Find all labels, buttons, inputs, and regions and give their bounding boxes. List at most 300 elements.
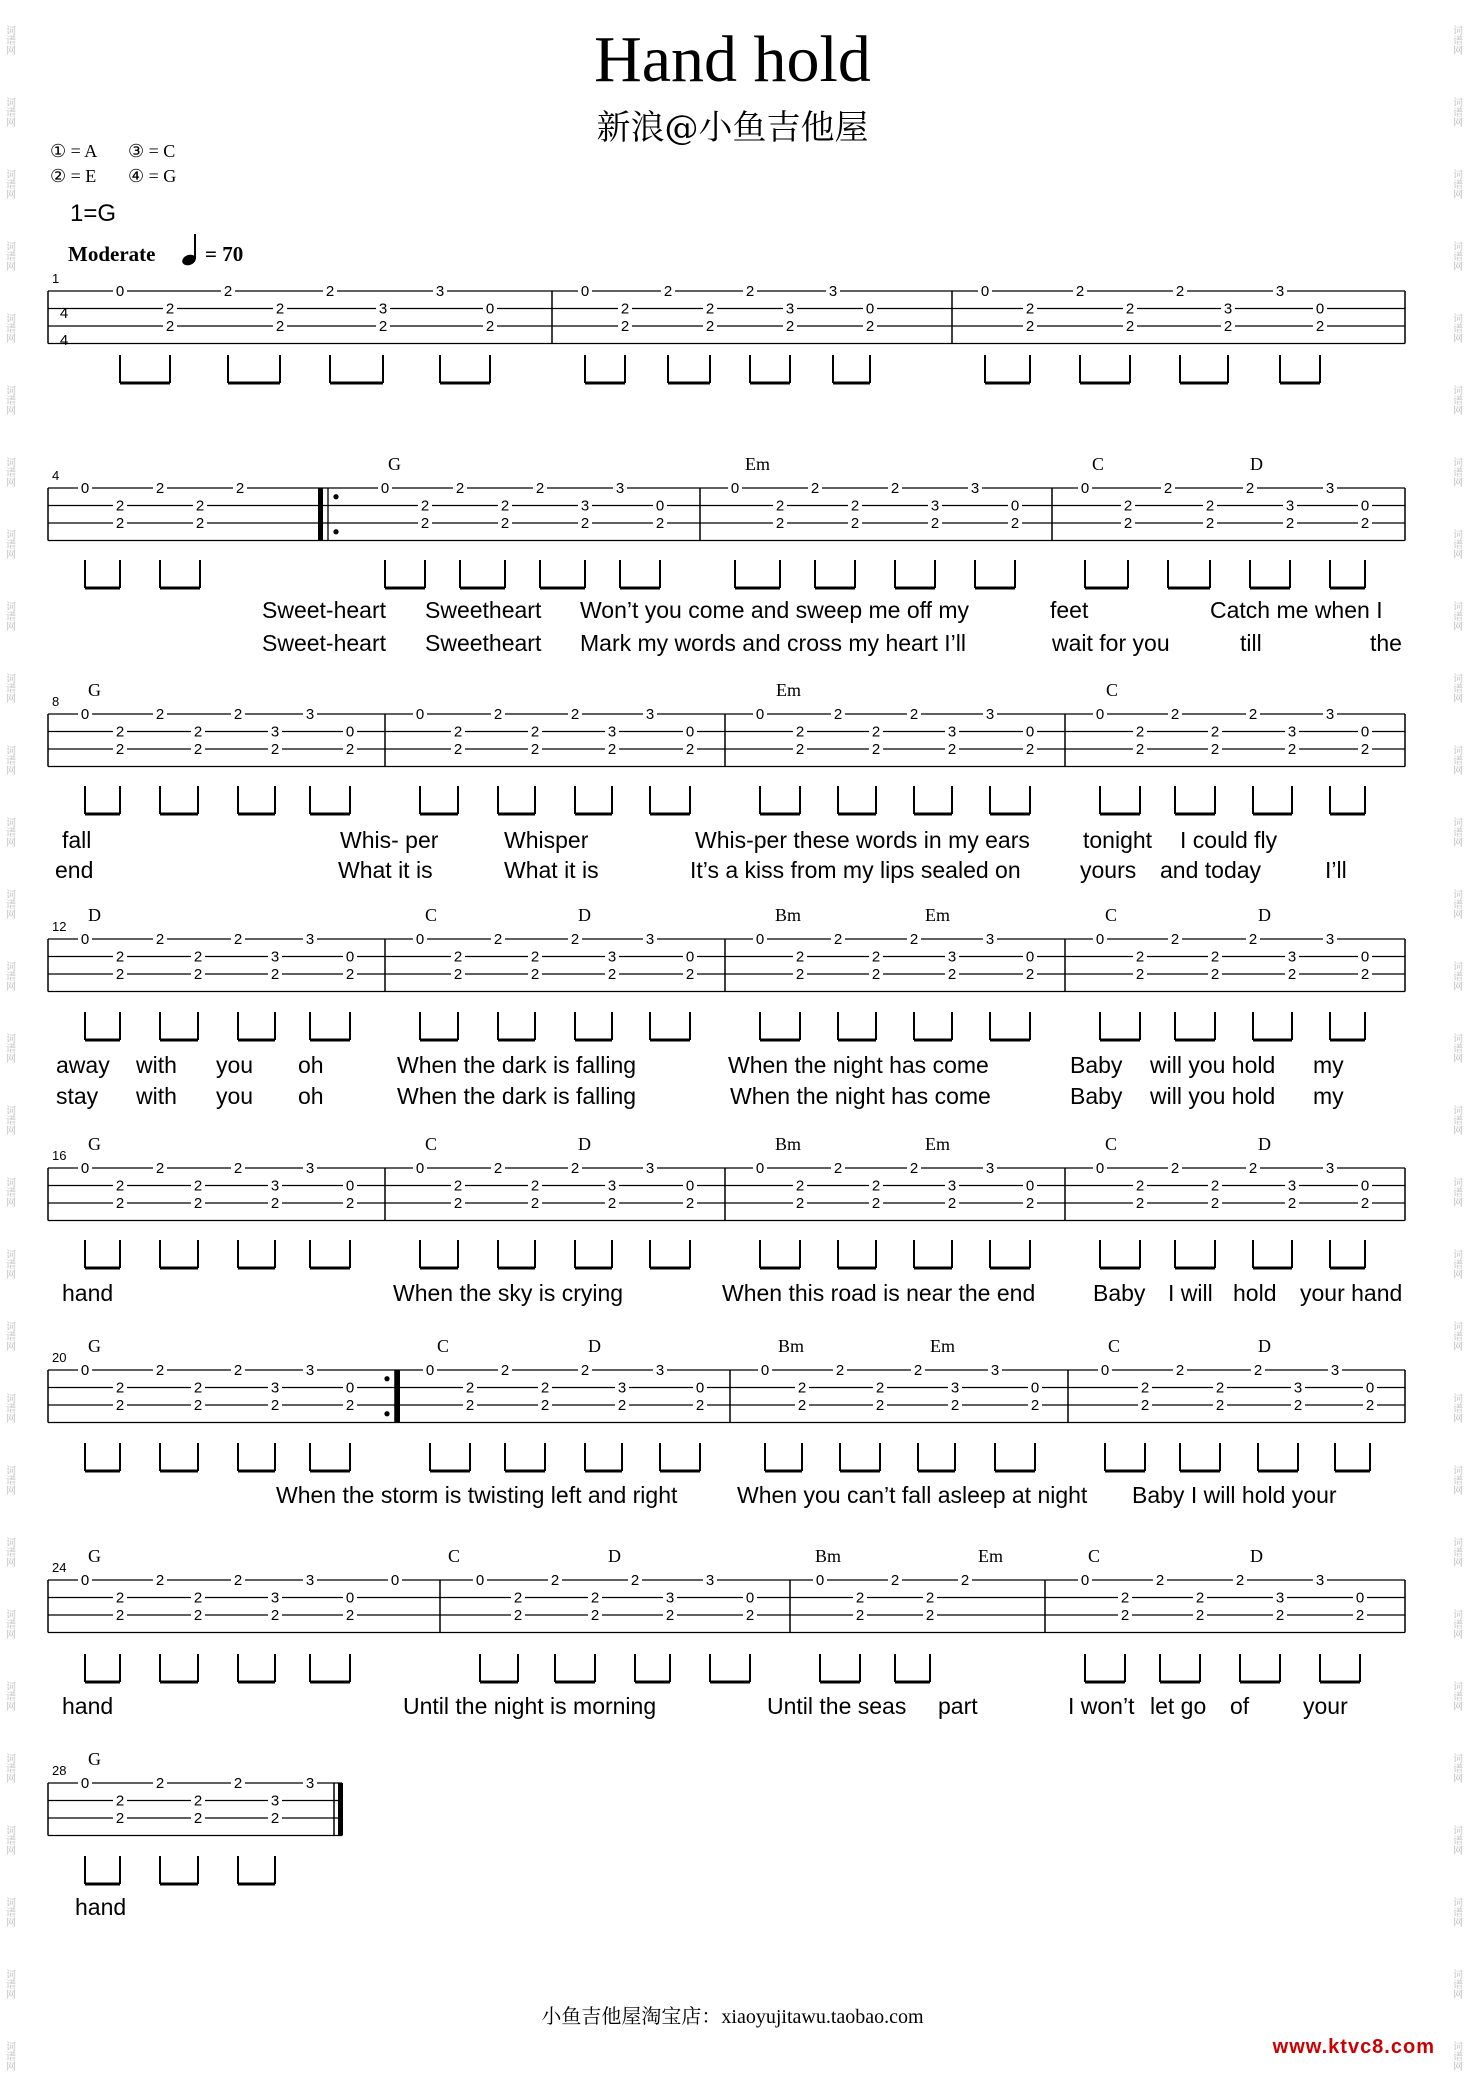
fret-number: 3 (645, 931, 655, 948)
fret-number: 2 (947, 1195, 957, 1212)
fret-number: 2 (233, 1362, 243, 1379)
fret-number: 2 (1287, 1195, 1297, 1212)
watermark-glyph: 词谱网 (1450, 1465, 1462, 1495)
lyric-line-2: oh (298, 1083, 324, 1109)
fret-number: 2 (1025, 741, 1035, 758)
repeat-end-barline (395, 1370, 400, 1423)
watermark-glyph: 词谱网 (1450, 1321, 1462, 1351)
lyric-line-1: I could fly (1180, 827, 1278, 853)
fret-number: 2 (795, 1195, 805, 1212)
fret-number: 0 (80, 1160, 90, 1177)
fret-number: 2 (540, 1379, 550, 1397)
measure-number: 4 (52, 468, 60, 483)
fret-number: 0 (1315, 300, 1325, 318)
fret-number: 2 (193, 1589, 203, 1607)
fret-number: 3 (305, 1160, 315, 1177)
fret-number: 2 (233, 1572, 243, 1589)
watermark-glyph: 词谱网 (1450, 1033, 1462, 1063)
fret-number: 3 (270, 1379, 280, 1397)
lyric-line-2: with (136, 1083, 177, 1109)
fret-number: 2 (270, 1607, 280, 1624)
fret-number: 2 (797, 1379, 807, 1397)
measure-number: 20 (52, 1350, 67, 1365)
fret-number: 2 (420, 515, 430, 532)
lyric-line-1: hand (62, 1693, 114, 1719)
fret-number: 2 (500, 515, 510, 532)
fret-number: 2 (155, 1362, 165, 1379)
fret-number: 2 (1287, 966, 1297, 983)
time-signature-bottom: 4 (59, 332, 69, 349)
fret-number: 3 (305, 706, 315, 723)
measure-number: 1 (52, 271, 60, 286)
fret-number: 3 (947, 1177, 957, 1195)
fret-number: 2 (235, 480, 245, 497)
fret-number: 2 (1245, 480, 1255, 497)
fret-number: 2 (795, 741, 805, 758)
fret-number: 0 (755, 706, 765, 723)
fret-number: 2 (193, 1177, 203, 1195)
lyric-line-1: Baby (1093, 1280, 1146, 1306)
lyric-line-1: When the night has come (728, 1052, 989, 1078)
fret-number: 2 (795, 1177, 805, 1195)
fret-number: 3 (1325, 931, 1335, 948)
fret-number: 0 (1360, 497, 1370, 515)
fret-number: 2 (1235, 1572, 1245, 1589)
fret-number: 0 (730, 480, 740, 497)
lyric-line-1: your hand (1300, 1280, 1403, 1306)
measure-number: 8 (52, 694, 60, 709)
fret-number: 2 (909, 931, 919, 948)
fret-number: 2 (1215, 1379, 1225, 1397)
fret-number: 3 (305, 1572, 315, 1589)
fret-number: 2 (1135, 741, 1145, 758)
fret-number: 2 (695, 1397, 705, 1414)
fret-number: 2 (871, 1195, 881, 1212)
fret-number: 2 (1210, 948, 1220, 966)
watermark-glyph: 词谱网 (1450, 1177, 1462, 1207)
fret-number: 2 (193, 966, 203, 983)
fret-number: 2 (193, 1810, 203, 1827)
fret-number: 2 (233, 1160, 243, 1177)
song-title: Hand hold (594, 23, 871, 96)
fret-number: 2 (1210, 723, 1220, 741)
fret-number: 3 (378, 300, 388, 318)
fret-number: 2 (115, 1177, 125, 1195)
fret-number: 2 (1140, 1379, 1150, 1397)
fret-number: 3 (615, 480, 625, 497)
fret-number: 2 (871, 966, 881, 983)
fret-number: 2 (705, 300, 715, 318)
fret-number: 3 (1293, 1379, 1303, 1397)
fret-number: 2 (1135, 723, 1145, 741)
fret-number: 2 (1170, 1160, 1180, 1177)
fret-number: 0 (1080, 1572, 1090, 1589)
chord-name: Em (745, 454, 770, 474)
fret-number: 2 (607, 1195, 617, 1212)
fret-number: 0 (80, 1572, 90, 1589)
fret-number: 2 (345, 741, 355, 758)
fret-number: 0 (80, 931, 90, 948)
fret-number: 3 (785, 300, 795, 318)
fret-number: 2 (530, 1195, 540, 1212)
fret-number: 2 (570, 1160, 580, 1177)
fret-number: 0 (115, 283, 125, 300)
fret-number: 0 (475, 1572, 485, 1589)
watermark-glyph: 词谱网 (1450, 601, 1462, 631)
fret-number: 2 (233, 706, 243, 723)
lyric-line-2: end (55, 857, 94, 883)
fret-number: 2 (580, 1362, 590, 1379)
watermark-glyph: 词谱网 (1450, 889, 1462, 919)
lyric-line-1: Whis-per these words in my ears (695, 827, 1030, 853)
fret-number: 2 (115, 1195, 125, 1212)
fret-number: 2 (115, 1397, 125, 1414)
lyric-line-1: Baby (1070, 1052, 1123, 1078)
tuning-string-2: ② = E (50, 166, 97, 186)
watermark-glyph: 词谱网 (1450, 1969, 1462, 1999)
fret-number: 2 (1205, 515, 1215, 532)
fret-number: 3 (270, 1792, 280, 1810)
fret-number: 2 (223, 283, 233, 300)
fret-number: 2 (607, 741, 617, 758)
fret-number: 3 (930, 497, 940, 515)
chord-name: C (1108, 1336, 1121, 1356)
chord-name: Bm (775, 905, 802, 925)
chord-name: G (388, 454, 401, 474)
fret-number: 2 (909, 706, 919, 723)
fret-number: 2 (345, 966, 355, 983)
fret-number: 3 (1287, 1177, 1297, 1195)
fret-number: 2 (193, 1607, 203, 1624)
watermark-glyph: 词谱网 (3, 169, 15, 199)
lyric-line-2: the (1370, 630, 1402, 656)
measure-number: 16 (52, 1148, 67, 1163)
fret-number: 2 (155, 1775, 165, 1792)
fret-number: 0 (380, 480, 390, 497)
fret-number: 2 (1123, 515, 1133, 532)
fret-number: 2 (705, 318, 715, 335)
fret-number: 3 (645, 706, 655, 723)
fret-number: 2 (1248, 706, 1258, 723)
fret-number: 2 (1223, 318, 1233, 335)
lyric-line-1: Baby I will hold your (1132, 1482, 1337, 1508)
fret-number: 2 (850, 515, 860, 532)
watermark-glyph: 词谱网 (3, 745, 15, 775)
measure-number: 24 (52, 1560, 67, 1575)
fret-number: 3 (705, 1572, 715, 1589)
chord-name: C (1106, 680, 1119, 700)
chord-name: C (425, 905, 438, 925)
fret-number: 3 (1287, 948, 1297, 966)
fret-number: 2 (165, 318, 175, 335)
fret-number: 3 (435, 283, 445, 300)
fret-number: 2 (810, 480, 820, 497)
fret-number: 0 (80, 480, 90, 497)
chord-name: Em (925, 1134, 950, 1154)
lyric-line-2: It’s a kiss from my lips sealed on (690, 857, 1021, 883)
lyric-line-2: When the night has come (730, 1083, 991, 1109)
fret-number: 2 (345, 1397, 355, 1414)
fret-number: 2 (871, 723, 881, 741)
fret-number: 0 (80, 706, 90, 723)
fret-number: 0 (1010, 497, 1020, 515)
fret-number: 2 (270, 1195, 280, 1212)
fret-number: 3 (607, 723, 617, 741)
fret-number: 2 (1075, 283, 1085, 300)
fret-number: 2 (193, 723, 203, 741)
chord-name: G (88, 1336, 101, 1356)
fret-number: 2 (1123, 497, 1133, 515)
chord-name: D (1258, 905, 1271, 925)
lyric-line-2: will you hold (1150, 1083, 1276, 1109)
watermark-glyph: 词谱网 (1450, 1249, 1462, 1279)
fret-number: 3 (607, 948, 617, 966)
lyric-line-1: Sweet-heart (262, 597, 387, 623)
fret-number: 0 (415, 706, 425, 723)
lyric-line-1: with (136, 1052, 177, 1078)
fret-number: 3 (1325, 706, 1335, 723)
fret-number: 2 (1135, 966, 1145, 983)
fret-number: 2 (1135, 948, 1145, 966)
fret-number: 2 (115, 1810, 125, 1827)
fret-number: 0 (1095, 931, 1105, 948)
fret-number: 2 (1248, 931, 1258, 948)
fret-number: 2 (855, 1589, 865, 1607)
chord-name: C (448, 1546, 461, 1566)
fret-number: 2 (115, 723, 125, 741)
fret-number: 2 (1025, 966, 1035, 983)
chord-name: D (1250, 454, 1263, 474)
fret-number: 0 (1355, 1589, 1365, 1607)
lyric-line-1: When the storm is twisting left and right (276, 1482, 678, 1508)
fret-number: 2 (193, 1397, 203, 1414)
fret-number: 2 (909, 1160, 919, 1177)
fret-number: 2 (155, 1572, 165, 1589)
lyric-line-1: fall (62, 827, 92, 853)
fret-number: 3 (305, 1362, 315, 1379)
lyric-line-1: When this road is near the end (722, 1280, 1036, 1306)
fret-number: 2 (797, 1397, 807, 1414)
fret-number: 2 (685, 966, 695, 983)
chord-name: C (1105, 1134, 1118, 1154)
lyric-line-1: your (1303, 1693, 1348, 1719)
repeat-start-barline (318, 488, 323, 541)
fret-number: 2 (1195, 1589, 1205, 1607)
lyric-line-1: part (938, 1693, 978, 1719)
chord-name: Bm (815, 1546, 842, 1566)
watermark-glyph: 词谱网 (3, 673, 15, 703)
fret-number: 2 (745, 1607, 755, 1624)
chord-name: D (88, 905, 101, 925)
lyric-line-2: When the dark is falling (397, 1083, 637, 1109)
tempo-value: = 70 (205, 242, 244, 266)
fret-number: 2 (155, 1160, 165, 1177)
watermark-glyph: 词谱网 (1450, 313, 1462, 343)
lyric-line-1: feet (1050, 597, 1089, 623)
fret-number: 3 (947, 948, 957, 966)
lyric-line-1: tonight (1083, 827, 1153, 853)
watermark-glyph: 词谱网 (1450, 745, 1462, 775)
fret-number: 2 (1285, 515, 1295, 532)
fret-number: 3 (270, 948, 280, 966)
lyric-line-1: Whis- per (340, 827, 439, 853)
watermark-glyph: 词谱网 (3, 1825, 15, 1855)
fret-number: 2 (325, 283, 335, 300)
fret-number: 3 (305, 1775, 315, 1792)
fret-number: 2 (590, 1607, 600, 1624)
fret-number: 2 (420, 497, 430, 515)
fret-number: 2 (1155, 1572, 1165, 1589)
watermark-glyph: 词谱网 (3, 961, 15, 991)
fret-number: 2 (1175, 283, 1185, 300)
fret-number: 2 (1210, 1195, 1220, 1212)
fret-number: 2 (270, 966, 280, 983)
lyric-line-2: What it is (504, 857, 599, 883)
fret-number: 2 (1025, 1195, 1035, 1212)
fret-number: 2 (155, 480, 165, 497)
chord-name: G (88, 1749, 101, 1769)
fret-number: 0 (80, 1362, 90, 1379)
fret-number: 2 (871, 741, 881, 758)
fret-number: 2 (925, 1589, 935, 1607)
watermark-glyph: 词谱网 (1450, 241, 1462, 271)
tuning-string-4: ④ = G (128, 166, 177, 186)
fret-number: 2 (875, 1397, 885, 1414)
fret-number: 0 (865, 300, 875, 318)
fret-number: 0 (695, 1379, 705, 1397)
fret-number: 2 (655, 515, 665, 532)
fret-number: 2 (233, 1775, 243, 1792)
lyric-line-1: away (56, 1052, 110, 1078)
fret-number: 2 (465, 1379, 475, 1397)
measure-number: 28 (52, 1763, 67, 1778)
fret-number: 2 (193, 1195, 203, 1212)
fret-number: 2 (1025, 300, 1035, 318)
fret-number: 3 (655, 1362, 665, 1379)
chord-name: D (588, 1336, 601, 1356)
fret-number: 2 (1030, 1397, 1040, 1414)
fret-number: 0 (485, 300, 495, 318)
lyric-line-1: you (216, 1052, 254, 1078)
fret-number: 2 (620, 318, 630, 335)
fret-number: 2 (775, 497, 785, 515)
lyric-line-1: of (1230, 1693, 1250, 1719)
lyric-line-1: hand (62, 1280, 114, 1306)
fret-number: 3 (985, 706, 995, 723)
fret-number: 2 (947, 966, 957, 983)
fret-number: 0 (685, 723, 695, 741)
fret-number: 2 (513, 1589, 523, 1607)
fret-number: 2 (1135, 1177, 1145, 1195)
chord-name: G (88, 680, 101, 700)
fret-number: 2 (193, 948, 203, 966)
fret-number: 2 (871, 1177, 881, 1195)
fret-number: 2 (155, 931, 165, 948)
fret-number: 2 (115, 497, 125, 515)
watermark-glyph: 词谱网 (3, 1321, 15, 1351)
fret-number: 2 (875, 1379, 885, 1397)
key-signature: 1=G (70, 200, 117, 227)
site-watermark: www.ktvc8.com (1272, 2036, 1435, 2058)
fret-number: 0 (345, 1589, 355, 1607)
watermark-glyph: 词谱网 (1450, 457, 1462, 487)
watermark-glyph: 词谱网 (3, 1465, 15, 1495)
watermark-glyph: 词谱网 (3, 1033, 15, 1063)
fret-number: 3 (1285, 497, 1295, 515)
fret-number: 2 (453, 723, 463, 741)
lyric-line-1: hand (75, 1894, 127, 1920)
watermark-glyph: 词谱网 (3, 1609, 15, 1639)
watermark-glyph: 词谱网 (1450, 1753, 1462, 1783)
fret-number: 2 (1120, 1589, 1130, 1607)
fret-number: 2 (193, 741, 203, 758)
watermark-glyph: 词谱网 (1450, 961, 1462, 991)
fret-number: 2 (270, 1397, 280, 1414)
tuning-string-1: ① = A (50, 141, 98, 161)
watermark-glyph: 词谱网 (3, 1969, 15, 1999)
fret-number: 0 (685, 1177, 695, 1195)
fret-number: 2 (1360, 741, 1370, 758)
fret-number: 0 (345, 1177, 355, 1195)
fret-number: 2 (1120, 1607, 1130, 1624)
watermark-glyph: 词谱网 (1450, 97, 1462, 127)
fret-number: 3 (645, 1160, 655, 1177)
fret-number: 3 (665, 1589, 675, 1607)
fret-number: 2 (493, 931, 503, 948)
fret-number: 2 (530, 723, 540, 741)
watermark-glyph: 词谱网 (1450, 2041, 1462, 2071)
fret-number: 0 (80, 1775, 90, 1792)
fret-number: 2 (1355, 1607, 1365, 1624)
watermark-glyph: 词谱网 (3, 1681, 15, 1711)
fret-number: 2 (1025, 318, 1035, 335)
lyric-line-2: and today (1160, 857, 1262, 883)
fret-number: 2 (115, 1589, 125, 1607)
tuning-string-3: ③ = C (128, 141, 176, 161)
fret-number: 0 (760, 1362, 770, 1379)
chord-name: C (425, 1134, 438, 1154)
lyric-line-1: my (1313, 1052, 1344, 1078)
fret-number: 2 (1125, 300, 1135, 318)
fret-number: 0 (755, 1160, 765, 1177)
fret-number: 2 (540, 1397, 550, 1414)
chord-name: D (578, 1134, 591, 1154)
tempo-label: Moderate (68, 242, 156, 266)
watermark-glyph: 词谱网 (1450, 1825, 1462, 1855)
lyric-line-2: till (1240, 630, 1262, 656)
fret-number: 2 (530, 741, 540, 758)
fret-number: 0 (1030, 1379, 1040, 1397)
watermark-glyph: 词谱网 (3, 1249, 15, 1279)
fret-number: 0 (1360, 723, 1370, 741)
lyric-line-1: oh (298, 1052, 324, 1078)
watermark-glyph: 词谱网 (3, 817, 15, 847)
lyric-line-2: Sweet-heart (262, 630, 387, 656)
chord-name: G (88, 1546, 101, 1566)
fret-number: 2 (663, 283, 673, 300)
fret-number: 3 (985, 931, 995, 948)
watermark-glyph: 词谱网 (3, 529, 15, 559)
watermark-glyph: 词谱网 (3, 241, 15, 271)
fret-number: 2 (1275, 1607, 1285, 1624)
fret-number: 0 (345, 1379, 355, 1397)
fret-number: 2 (835, 1362, 845, 1379)
fret-number: 3 (607, 1177, 617, 1195)
lyric-line-2: my (1313, 1083, 1344, 1109)
fret-number: 3 (1325, 480, 1335, 497)
lyric-line-1: When you can’t fall asleep at night (737, 1482, 1088, 1508)
chord-name: C (1092, 454, 1105, 474)
